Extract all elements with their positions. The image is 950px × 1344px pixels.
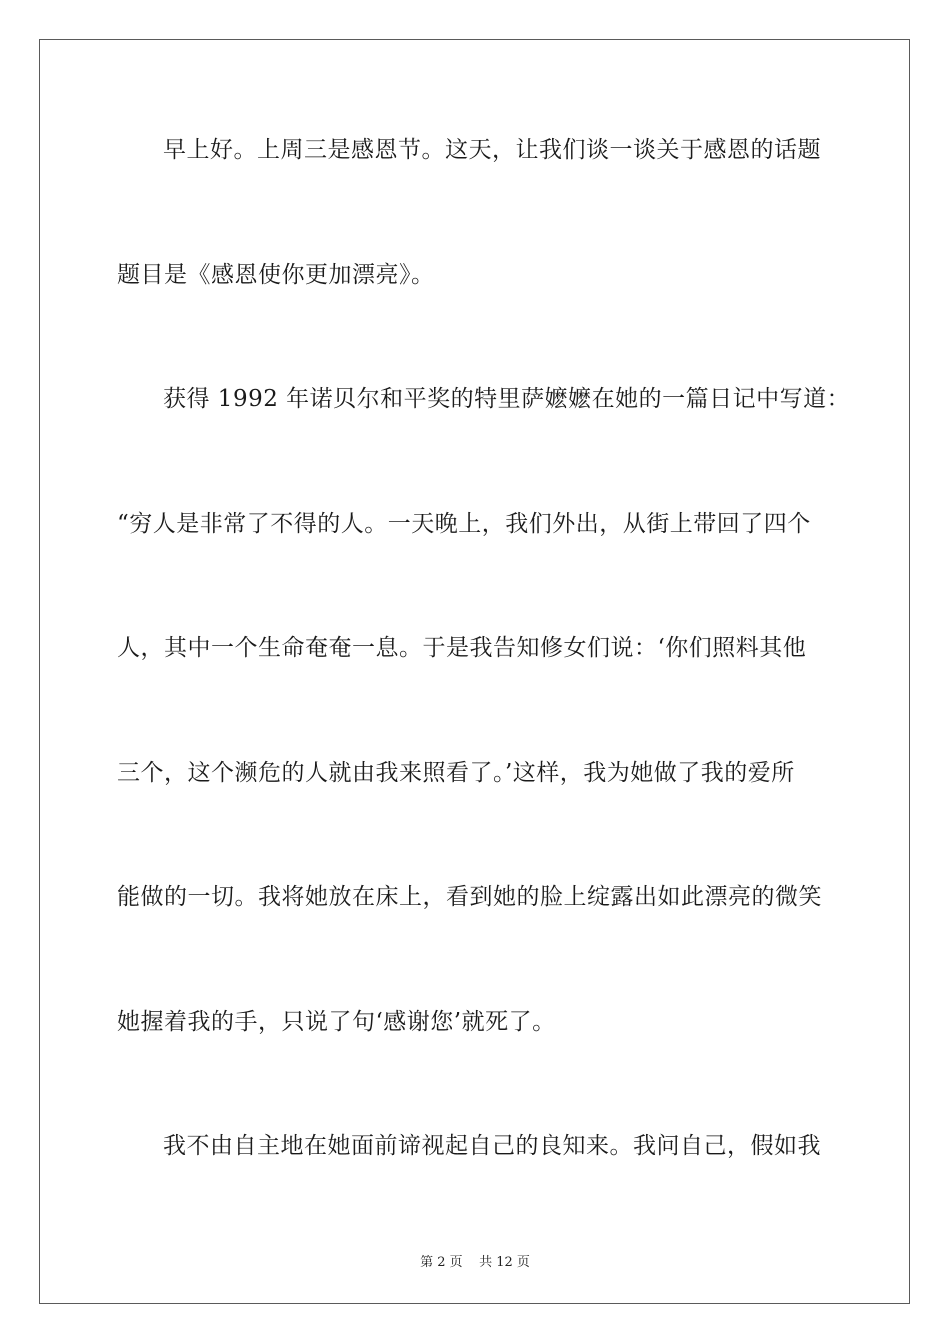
paragraph-line-7: 能做的一切。我将她放在床上，看到她的脸上绽露出如此漂亮的微笑 xyxy=(117,884,822,910)
page-border xyxy=(39,39,910,1304)
paragraph-line-5: 人，其中一个生命奄奄一息。于是我告知修女们说：‘你们照料其他 xyxy=(117,635,807,661)
paragraph-line-1: 早上好。上周三是感恩节。这天，让我们谈一谈关于感恩的话题 xyxy=(163,137,821,163)
page-number-footer: 第 2 页 共 12 页 xyxy=(420,1255,530,1270)
paragraph-line-9: 我不由自主地在她面前谛视起自己的良知来。我问自己，假如我 xyxy=(163,1133,821,1159)
paragraph-line-6: 三个，这个濒危的人就由我来照看了。’这样，我为她做了我的爱所 xyxy=(117,760,795,786)
paragraph-line-8: 她握着我的手，只说了句‘感谢您’就死了。 xyxy=(117,1009,556,1035)
paragraph-line-3: 获得 1992 年诺贝尔和平奖的特里萨嬷嬷在她的一篇日记中写道： xyxy=(163,386,851,412)
paragraph-line-2: 题目是《感恩使你更加漂亮》。 xyxy=(117,262,435,288)
paragraph-line-4: “穷人是非常了不得的人。一天晚上，我们外出，从街上带回了四个 xyxy=(117,511,811,537)
